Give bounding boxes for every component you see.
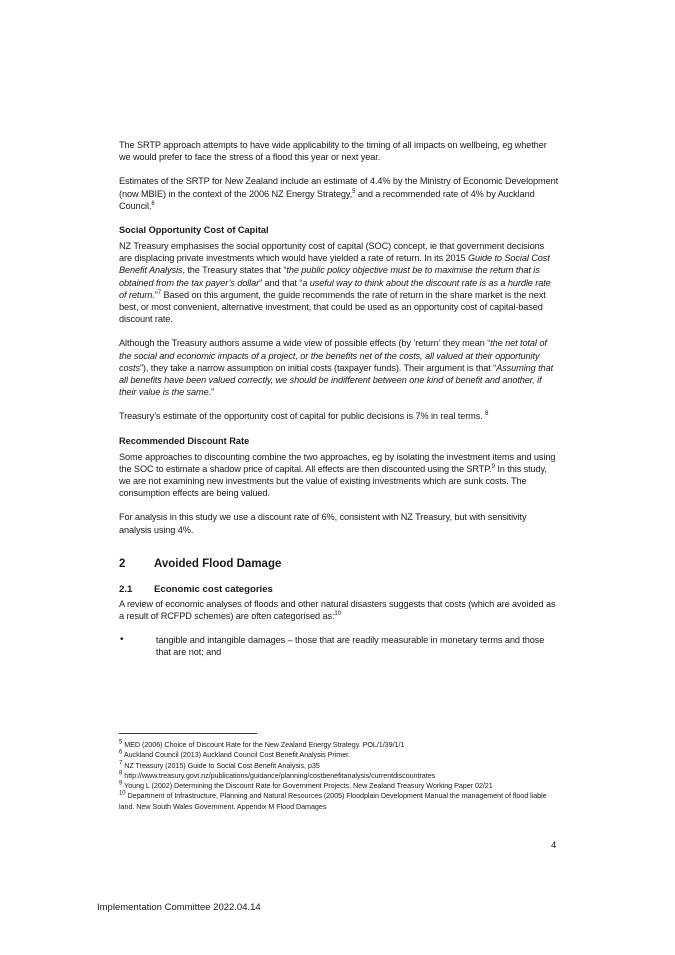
paragraph-soc-1: NZ Treasury emphasises the social opportunity cost of capital (SOC) concept, ie that government decisions are displacing private investments which would have yielded a rate of return. In its 2015 Guide to Social Cost Benefit Analysis, the Treasury states that “the public policy objective must be to maximise the return that is obtained from the tax payer’s dollar” and that “a useful way to think about the discount rate is as a hurdle rate of return.”$^7$ Based on this argument, the guide recommends the rate of return in the share market is the next best, or most convenient, alternative investment, that could be used as an opportunity cost of capital-based discount rate. [119, 241, 551, 325]
section-title: Avoided Flood Damage [154, 557, 282, 570]
body-content [119, 139, 559, 659]
bullet-text: tangible and intangible damages – those that are readily measurable in monetary terms and those that are not; and [155, 635, 545, 658]
footnotes [119, 740, 559, 812]
section-heading-avoided-flood-damage [119, 558, 559, 570]
paragraph-srtp-estimates: Estimates of the SRTP for New Zealand include an estimate of 4.4% by the Ministry of Economic Development (now MBIE) in the context of the 2006 NZ Energy Strategy,$^5$ and a recommended rate of 4% by Auckland Council.$^6$ [119, 176, 559, 211]
paragraph-rdr-1: Some approaches to discounting combine the two approaches, eg by isolating the investment items and using the SOC to estimate a shadow price of capital. All effects are then discounted using the SRTP.$^9$ In this study, we are not examining new investments but the value of existing investments which are sunk costs. The consumption effects are being valued. [119, 451, 556, 499]
paragraph-categories: A review of economic analyses of floods and other natural disasters suggests that costs (which are avoided as a result of RCFPD schemes) are often categorised as:$^{10}$ [119, 598, 556, 622]
footnote-8: $^8$ http://www.treasury.govt.nz/publications/guidance/planning/costbenefitanalysis/currentdiscountrates [119, 770, 436, 780]
subsection-number: 2.1 [119, 583, 133, 595]
footnote-7: $^7$ NZ Treasury (2015) Guide to Social Cost Benefit Analysis, p35 [119, 760, 320, 770]
paragraph-srtp-timing: The SRTP approach attempts to have wide applicability to the timing of all impacts on wellbeing, eg whether we would prefer to face the stress of a flood this year or next year. [119, 140, 547, 163]
paragraph-rdr-2: For analysis in this study we use a discount rate of 6%, consistent with NZ Treasury, but with sensitivity analysis using 4%. [119, 512, 527, 535]
footnote-link[interactable]: http://www.treasury.govt.nz/publications/guidance/planning/costbenefitanalysis/currentdiscountrates [122, 770, 436, 780]
paragraph-soc-2: Although the Treasury authors assume a wide view of possible effects (by ‘return’ they mean “the net total of the social and economic impacts of a project, or the benefits net of the costs, all valued at their opportunity costs”), they take a narrow assumption on initial costs (taxpayer funds). Their argument is that “Assuming that all benefits have been valued correctly, we should be indifferent between one kind of benefit and another, if their value is the same.” [119, 338, 554, 398]
footnote-ref-10[interactable]: 10 [334, 611, 341, 618]
bullet-icon: • [120, 634, 124, 646]
footnote-6: $^6$ Auckland Council (2013) Auckland Council Cost Benefit Analysis Primer. [119, 749, 351, 760]
footnote-ref-8[interactable]: 8 [485, 411, 489, 418]
heading-social-opportunity-cost: Social Opportunity Cost of Capital [119, 225, 269, 236]
subsection-heading-economic-cost-categories [119, 584, 559, 595]
bullet-item [119, 634, 559, 658]
subsection-title: Economic cost categories [154, 583, 273, 595]
section-number: 2 [119, 557, 126, 570]
footnote-ref-6[interactable]: 6 [151, 200, 155, 207]
footnote-5: $^5$ MED (2006) Choice of Discount Rate for the New Zealand Energy Strategy. POL/1/39/1/1 [119, 739, 405, 749]
footnote-ref-7[interactable]: 7 [157, 289, 161, 296]
paragraph-soc-3: Treasury’s estimate of the opportunity cost of capital for public decisions is 7% in real terms. $^8$ [119, 411, 489, 422]
footnote-ref-9[interactable]: 9 [491, 463, 495, 470]
heading-recommended-discount-rate: Recommended Discount Rate [119, 435, 250, 446]
page-number: 4 [551, 840, 557, 851]
footnote-9: $^9$ Young L (2002) Determining the Discount Rate for Government Projects. New Zealand Treasury Working Paper 02/21 [119, 780, 493, 791]
page-footer: Implementation Committee 2022.04.14 [97, 902, 261, 913]
footnote-separator [119, 733, 257, 734]
footnote-ref-5[interactable]: 5 [352, 188, 356, 195]
footnote-10: $^{10}$ Department of Infrastructure, Planning and Natural Resources (2005) Floodplain Development Manual the management of flood liable land. New South Wales Government. Appendix M Flood Damages [119, 791, 547, 811]
